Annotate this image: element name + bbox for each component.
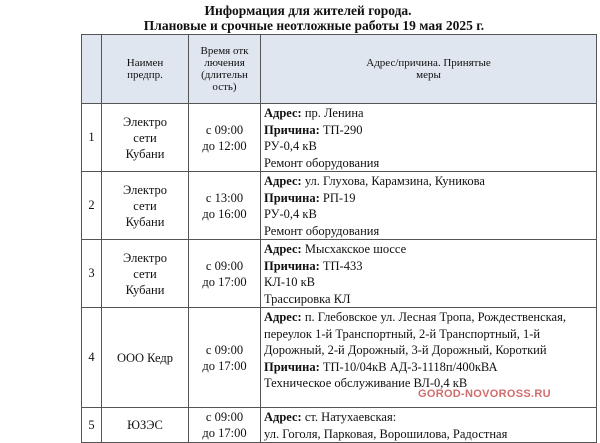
table-row: [82, 408, 597, 443]
row-address: Мысхакское шоссе: [304, 242, 407, 256]
page-subtitle: Плановые и срочные неотложные работы 19 мая 2025 г.: [143, 18, 485, 33]
header-info-label: Адрес/причина. Принятые меры: [366, 57, 491, 81]
row-number: 2: [82, 172, 102, 240]
row-org: Электро сети Кубани: [102, 240, 189, 308]
header-org-label: Наимен предпр.: [126, 57, 164, 81]
page-title: Информация для жителей города.: [204, 3, 412, 18]
row-details: Адрес: ул. Глухова, Карамзина, Куникова Причина: РП-19 РУ-0,4 кВ Ремонт оборудования: [261, 172, 597, 240]
row-number: 1: [82, 104, 102, 172]
row-number: 3: [82, 240, 102, 308]
row-org: ЮЗЭС: [102, 408, 189, 443]
row-number: 5: [82, 408, 102, 443]
row-address: п. Глебовское ул. Лесная Тропа, Рождественская, переулок 1-й Транспортный, 2-й Транспортный, 1-й Дорожный, 2-й Дорожный, 3-й Дорожный, Короткий: [264, 310, 566, 357]
header-info-cell: [261, 35, 597, 104]
row-detail-line: РУ-0,4 кВ: [264, 139, 317, 153]
row-details: Адрес: п. Глебовское ул. Лесная Тропа, Рождественская, переулок 1-й Транспортный, 2-й Транспортный, 1-й Дорожный, 2-й Дорожный, 3-й Дорожный, Короткий Причина: ТП-10/04кВ АД-3-1118п/400кВА Техническое обслуживание ВЛ-0,4 кВ: [261, 308, 597, 408]
row-detail-line: РУ-0,4 кВ: [264, 207, 317, 221]
header-time-cell: [189, 35, 261, 104]
table-header-row: [82, 35, 597, 104]
row-time: с 09:00 до 17:00: [189, 240, 261, 308]
row-address: ст. Натухаевская:: [304, 410, 397, 424]
row-detail-line: Ремонт оборудования: [264, 155, 380, 170]
row-detail-line: ул. Гоголя, Парковая, Ворошилова, Радостная: [264, 426, 508, 441]
row-org: ООО Кедр: [102, 308, 189, 408]
row-address: ул. Глухова, Карамзина, Куникова: [304, 174, 485, 188]
row-number: 4: [82, 308, 102, 408]
row-time: с 13:00 до 16:00: [189, 172, 261, 240]
site-watermark: GOROD-NOVOROSS.RU: [418, 388, 551, 400]
table-row: [82, 172, 597, 240]
row-reason: РП-19: [322, 190, 356, 205]
row-detail-line: Трассировка КЛ: [264, 291, 351, 306]
row-details: Адрес: пр. Ленина Причина: ТП-290 РУ-0,4 кВ Ремонт оборудования: [261, 104, 597, 172]
row-details: Адрес: ст. Натухаевская: ул. Гоголя, Парковая, Ворошилова, Радостная: [261, 408, 597, 443]
row-reason: ТП-433: [322, 258, 363, 273]
header-time-label: Время отключения (длительность): [200, 45, 249, 93]
row-time: с 09:00 до 17:00: [189, 408, 261, 443]
header-org-cell: [102, 35, 189, 104]
header-num-cell: [82, 35, 102, 104]
table-row: [82, 104, 597, 172]
row-org: Электро сети Кубани: [102, 172, 189, 240]
row-time: с 09:00 до 17:00: [189, 308, 261, 408]
row-time: с 09:00 до 12:00: [189, 104, 261, 172]
row-detail-line: Ремонт оборудования: [264, 223, 380, 238]
row-org: Электро сети Кубани: [102, 104, 189, 172]
table-row: [82, 240, 597, 308]
row-detail-line: Техническое обслуживание ВЛ-0,4 кВ: [264, 376, 468, 390]
row-detail-line: КЛ-10 кВ: [264, 275, 316, 289]
schedule-table: [81, 34, 597, 443]
row-details: Адрес: Мысхакское шоссе Причина: ТП-433 КЛ-10 кВ Трассировка КЛ: [261, 240, 597, 308]
row-address: пр. Ленина: [304, 106, 364, 120]
row-reason: ТП-10/04кВ АД-3-1118п/400кВА: [322, 359, 498, 374]
row-reason: ТП-290: [322, 122, 363, 137]
